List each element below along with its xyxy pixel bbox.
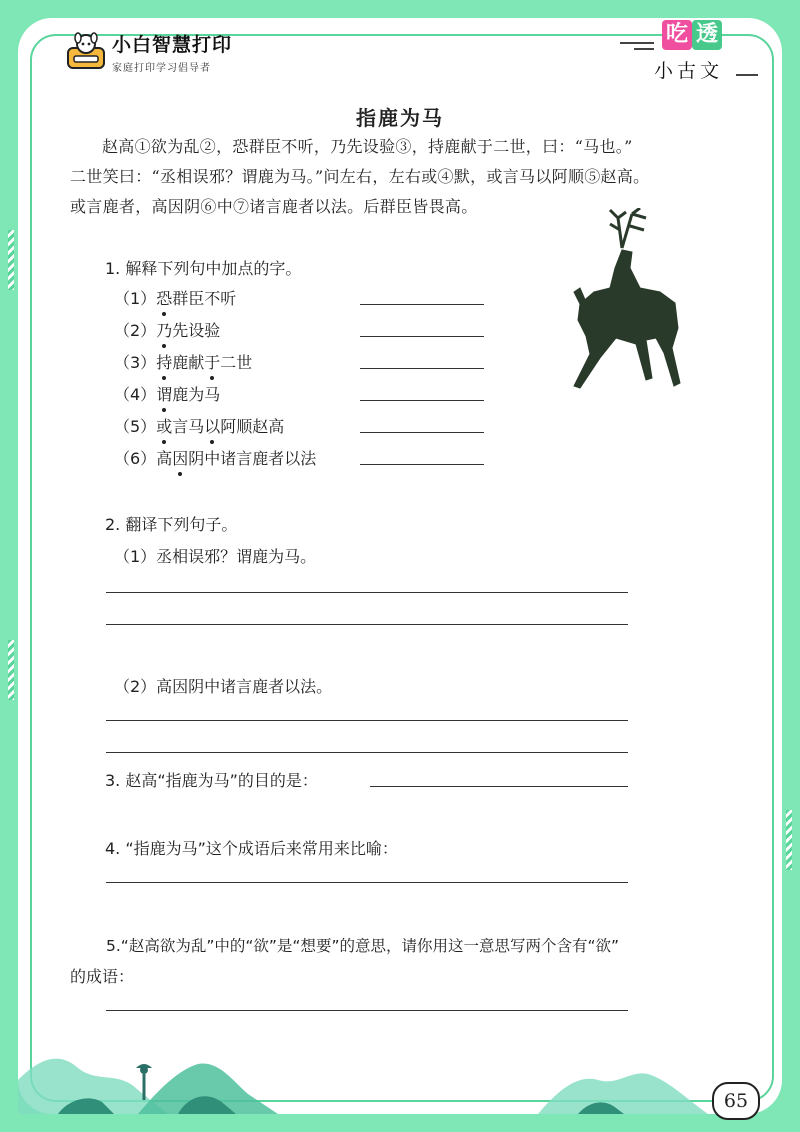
dotted-character: 因 [172,446,188,469]
brand-streak [620,42,654,44]
item-text: （2） [114,321,157,340]
question-1-item [114,446,316,469]
answer-line[interactable] [370,786,628,787]
dotted-character: 恐 [156,286,172,309]
brand-tou: 透 [692,20,722,50]
series-brand [650,18,760,82]
answer-line[interactable] [106,882,628,883]
brand-logo [66,30,232,74]
page-title: 指鹿为马 [356,106,444,130]
item-text: （1） [114,289,157,308]
printer-dog-icon [66,32,106,72]
item-text: 鹿献 [172,353,205,372]
brand-streak [736,74,758,76]
mountain-landscape [18,1030,782,1114]
dotted-character: 以 [204,414,220,437]
question-2-title: 2. 翻译下列句子。 [105,515,238,534]
question-4: 4. “指鹿为马”这个成语后来常用来比喻： [105,839,398,858]
brand-subtitle: 小古文 [654,60,724,82]
answer-line[interactable] [106,592,628,593]
item-text: 阴中诸言鹿者以法 [188,449,317,468]
side-decoration-left [8,230,14,290]
answer-line[interactable] [360,336,484,337]
passage-line: 或言鹿者，高因阴⑥中⑦诸言鹿者以法。后群臣皆畏高。 [70,197,478,216]
passage-line: 二世笑曰：“丞相误邪？谓鹿为马。”问左右，左右或④默，或言马以阿顺⑤赵高。 [70,167,650,186]
dotted-character: 谓 [156,382,172,405]
answer-line[interactable] [360,432,484,433]
answer-line[interactable] [360,400,484,401]
question-2-item-2 [114,674,332,697]
item-text: （5） [114,417,157,436]
answer-line[interactable] [106,624,628,625]
question-1-item [114,318,220,341]
question-1-item [114,350,252,373]
item-text: 先设验 [172,321,221,340]
answer-line[interactable] [360,304,484,305]
answer-line[interactable] [360,464,484,465]
page-number: 65 [712,1082,760,1120]
dotted-character: 乃 [156,318,172,341]
item-text: 高 [156,449,173,468]
answer-line[interactable] [106,752,628,753]
side-decoration-left-2 [8,640,14,700]
passage-line: 赵高①欲为乱②，恐群臣不听，乃先设验③，持鹿献于二世，曰：“马也。” [102,137,633,156]
q2-item2-text: （2）高因阴中诸言鹿者以法。 [114,677,333,696]
question-1-item [114,382,220,405]
side-decoration-right [786,810,792,870]
answer-line[interactable] [106,720,628,721]
item-text: 二世 [220,353,253,372]
deer-silhouette [560,208,700,408]
item-text: 阿顺赵高 [220,417,285,436]
question-3: 3. 赵高“指鹿为马”的目的是： [105,771,318,790]
question-1-item [114,414,284,437]
question-1-item [114,286,236,309]
dotted-character: 于 [204,350,220,373]
item-text: 言马 [172,417,205,436]
item-text: 鹿为马 [172,385,221,404]
answer-line[interactable] [360,368,484,369]
logo-subtitle: 家庭打印学习倡导者 [112,63,211,74]
question-1-title: 1. 解释下列句中加点的字。 [105,259,302,278]
question-5-line-2: 的成语： [70,967,135,986]
logo-title: 小白智慧打印 [112,34,233,56]
dotted-character: 或 [156,414,172,437]
item-text: 群臣不听 [172,289,237,308]
item-text: （4） [114,385,157,404]
answer-line[interactable] [106,1010,628,1011]
question-5-line-1: 5.“赵高欲为乱”中的“欲”是“想要”的意思，请你用这一意思写两个含有“欲” [106,937,620,955]
item-text: （3） [114,353,157,372]
dotted-character: 持 [156,350,172,373]
brand-streak [634,48,654,50]
question-2-item-1 [114,544,316,567]
q2-item1-text: （1）丞相误邪？谓鹿为马。 [114,547,317,566]
brand-chi: 吃 [662,20,692,50]
item-text: （6） [114,449,157,468]
